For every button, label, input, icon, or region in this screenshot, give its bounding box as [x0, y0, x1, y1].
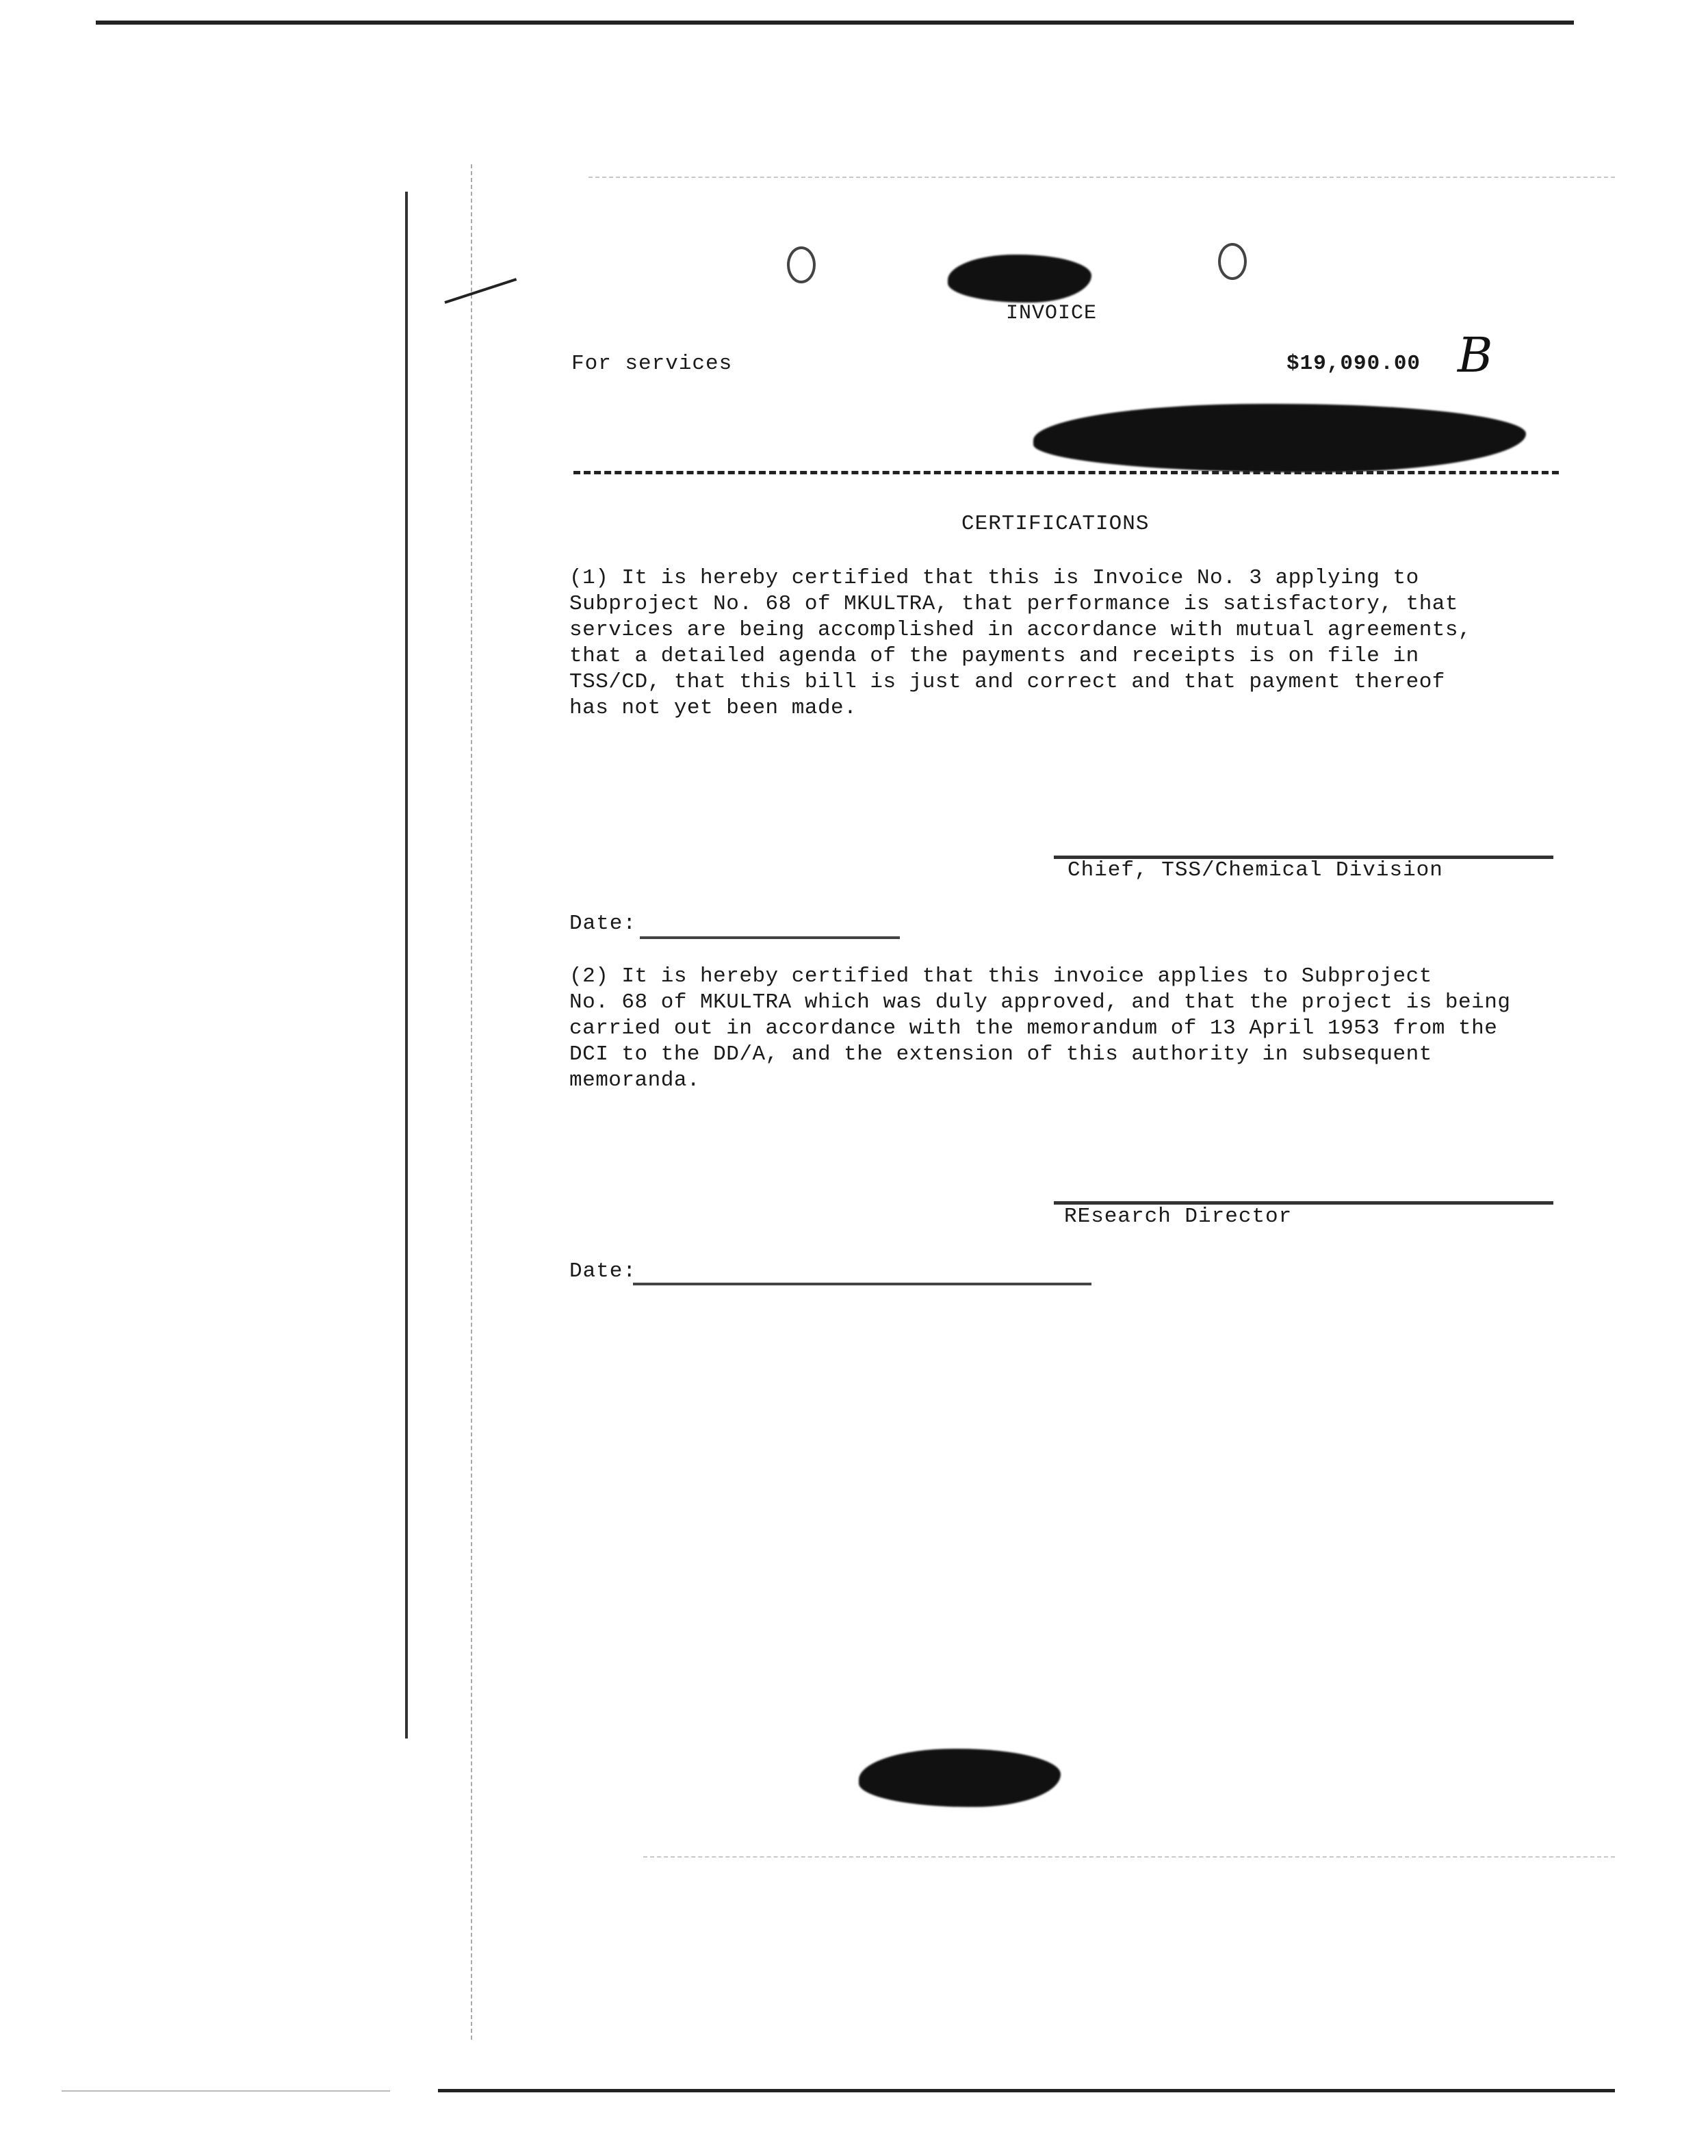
date-line-1	[640, 936, 900, 939]
invoice-amount: $19,090.00	[1286, 352, 1421, 376]
invoice-title: INVOICE	[1006, 302, 1098, 325]
bottom-left-scan-border	[62, 2090, 390, 2092]
separator-rule	[573, 471, 1559, 474]
date-label-2: Date:	[569, 1259, 637, 1283]
redaction-account	[1033, 404, 1526, 472]
left-dashed-margin	[471, 164, 472, 2040]
date-label-1: Date:	[569, 912, 637, 936]
left-margin-line	[405, 192, 408, 1738]
services-label: For services	[571, 352, 733, 376]
certifications-heading: CERTIFICATIONS	[961, 512, 1150, 536]
margin-mark	[444, 278, 517, 304]
redaction-header	[948, 255, 1091, 303]
top-scan-border	[96, 21, 1574, 25]
faint-top-rule	[588, 177, 1615, 178]
bottom-scan-border	[438, 2089, 1615, 2092]
date-line-2	[633, 1283, 1091, 1285]
punch-hole-left	[787, 246, 816, 283]
handwritten-mark: B	[1458, 327, 1493, 383]
signature-title-1: Chief, TSS/Chemical Division	[1068, 858, 1443, 882]
redaction-footer	[859, 1749, 1061, 1807]
punch-hole-right	[1218, 243, 1247, 280]
certification-paragraph-1: (1) It is hereby certified that this is Invoice No. 3 applying to Subproject No. 68 of MKULTRA, that performance is satisfactory, that services are being accomplished in accordance with mutual agreements, that a detailed agenda of the payments and receipts is on file in TSS/CD, that this bill is just and correct and that payment thereof has not yet been made.	[569, 566, 1472, 720]
certification-paragraph-2: (2) It is hereby certified that this invoice applies to Subproject No. 68 of MKULTRA which was duly approved, and that the project is being carried out in accordance with the memorandum of 13 April 1953 from the DCI to the DD/A, and the extension of this authority in subsequent memoranda.	[569, 964, 1511, 1092]
signature-title-2: REsearch Director	[1064, 1205, 1293, 1229]
faint-bottom-rule	[643, 1856, 1615, 1858]
